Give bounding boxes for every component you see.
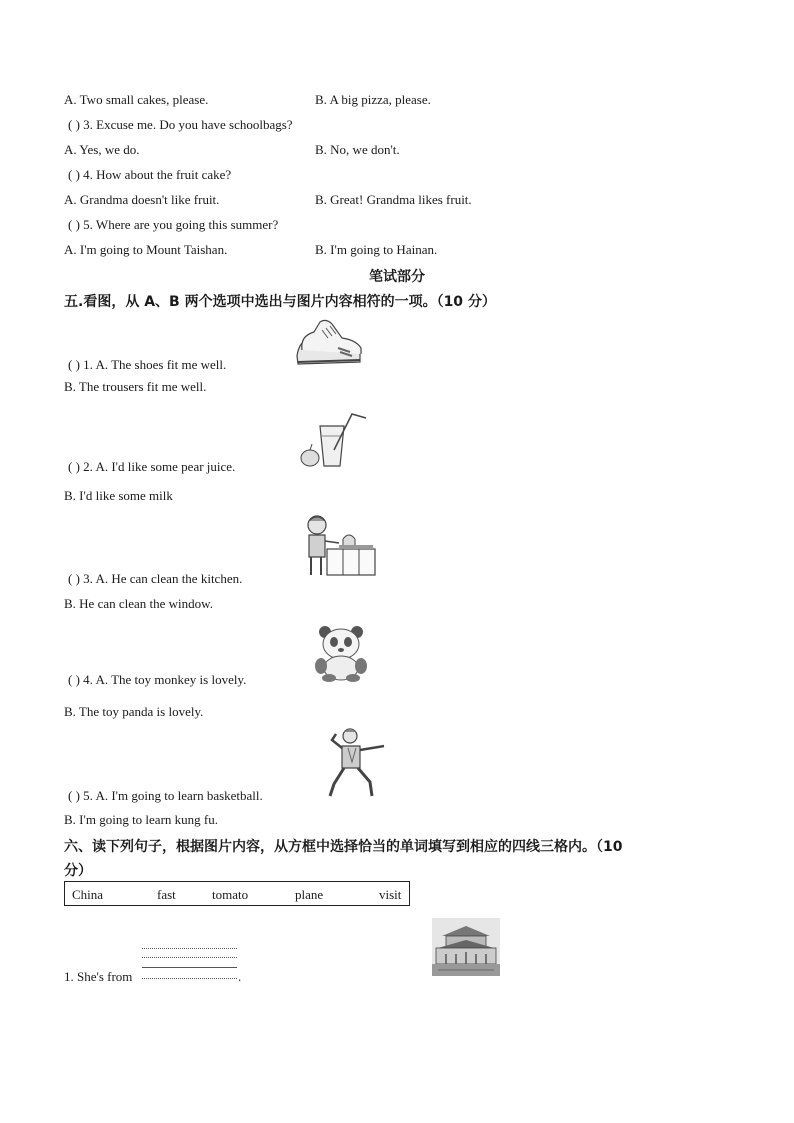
panda-image [313, 624, 371, 682]
shoes-image [294, 316, 364, 368]
option-b: B. Great! Grandma likes fruit. [315, 192, 472, 207]
item-option-b: B. The trousers fit me well. [64, 379, 207, 394]
word-bank-item: fast [157, 887, 176, 902]
tiananmen-image [432, 918, 500, 976]
question-stem: ( ) 3. Excuse me. Do you have schoolbags? [68, 117, 293, 132]
section6-heading: 六、读下列句子，根据图片内容，从方框中选择恰当的单词填写到相应的四线三格内。（10 [64, 839, 623, 855]
item-option-a: ( ) 3. A. He can clean the kitchen. [68, 571, 243, 586]
item-option-a: ( ) 5. A. I'm going to learn basketball. [68, 788, 263, 803]
written-part-title: 笔试部分 [369, 269, 425, 285]
item-option-b: B. The toy panda is lovely. [64, 704, 204, 719]
question-stem: ( ) 5. Where are you going this summer? [68, 217, 279, 232]
item-option-a: ( ) 2. A. I'd like some pear juice. [68, 459, 236, 474]
option-b: B. No, we don't. [315, 142, 400, 157]
sentence-prefix: 1. She's from [64, 969, 133, 984]
item-option-b: B. I'd like some milk [64, 488, 173, 503]
item-option-b: B. He can clean the window. [64, 596, 213, 611]
word-bank-item: visit [379, 887, 402, 902]
option-b: B. I'm going to Hainan. [315, 242, 438, 257]
option-b: B. A big pizza, please. [315, 92, 431, 107]
section6-heading-cont: 分） [64, 863, 92, 879]
item-option-a: ( ) 4. A. The toy monkey is lovely. [68, 672, 247, 687]
option-a: A. Two small cakes, please. [64, 92, 209, 107]
word-bank-item: plane [295, 887, 324, 902]
sentence-suffix: . [238, 969, 242, 984]
item-option-a: ( ) 1. A. The shoes fit me well. [68, 357, 227, 372]
word-bank-box [64, 881, 410, 906]
word-bank-item: tomato [212, 887, 249, 902]
option-a: A. I'm going to Mount Taishan. [64, 242, 228, 257]
word-bank-item: China [72, 887, 104, 902]
option-a: A. Grandma doesn't like fruit. [64, 192, 220, 207]
question-stem: ( ) 4. How about the fruit cake? [68, 167, 232, 182]
item-option-b: B. I'm going to learn kung fu. [64, 812, 218, 827]
kungfu-image [328, 726, 388, 798]
kitchen-image [303, 513, 377, 577]
option-a: A. Yes, we do. [64, 142, 140, 157]
juice-image [298, 410, 368, 468]
section5-heading: 五.看图，从 A、B 两个选项中选出与图片内容相符的一项。（10 分） [64, 294, 496, 310]
